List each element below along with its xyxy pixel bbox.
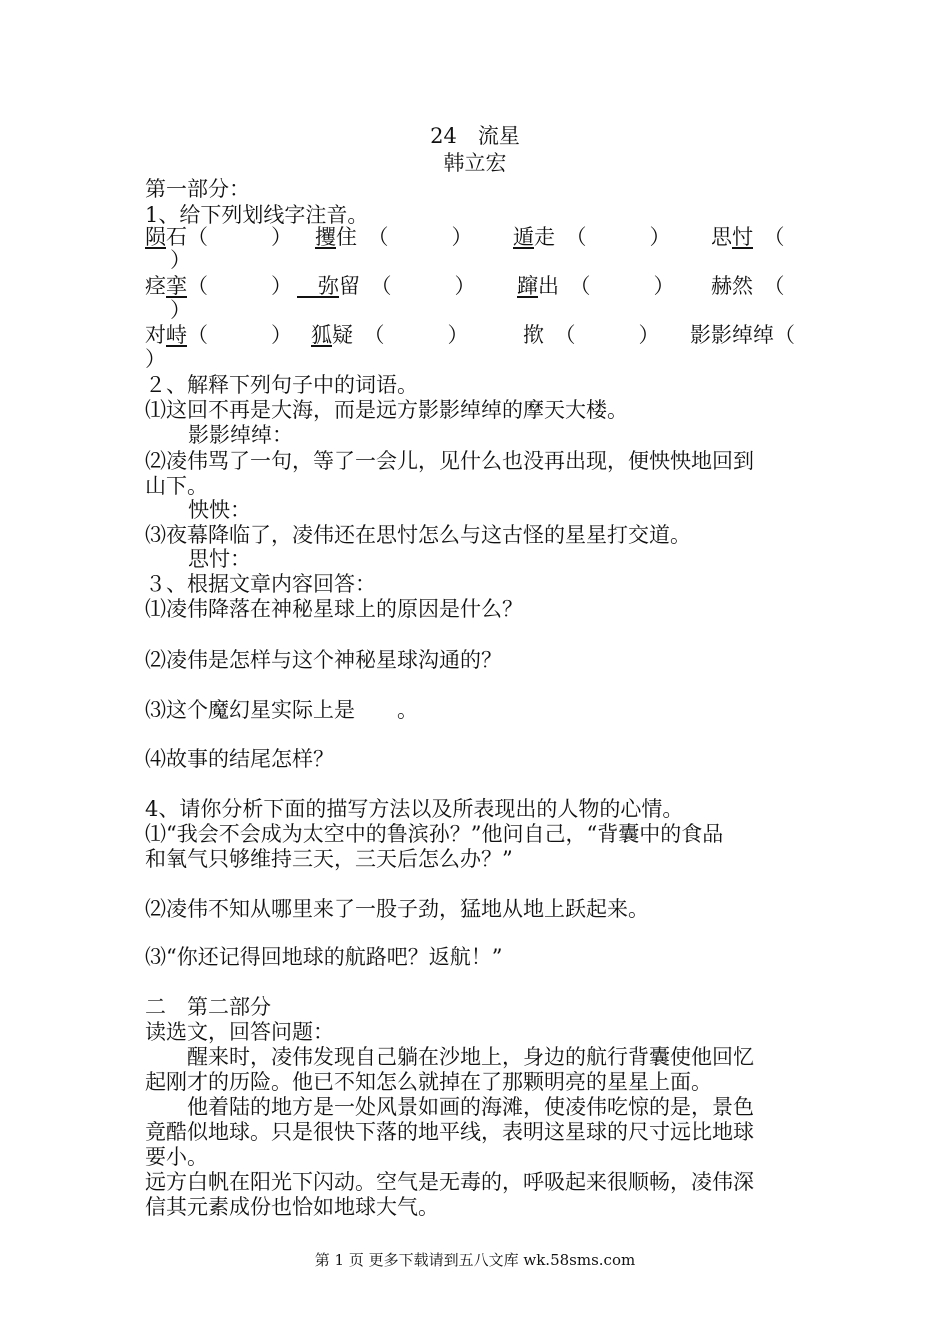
q4-item-3: ⑶“你还记得回地球的航路吧？返航！” — [145, 945, 503, 969]
pinyin-item: 影影绰绰（ — [690, 323, 795, 347]
passage-line: 起刚才的历险。他已不知怎么就掉在了那颗明亮的星星上面。 — [145, 1070, 712, 1094]
underlined-char: 狐 — [311, 323, 332, 347]
q3-item-3: ⑶这个魔幻星实际上是 。 — [145, 698, 418, 722]
document-author: 韩立宏 — [443, 151, 507, 175]
q2-term-3: 思忖： — [188, 547, 251, 571]
passage-line: 竟酷似地球。只是很快下落的地平线，表明这星球的尺寸远比地球 — [145, 1120, 754, 1144]
q4-item-2: ⑵凌伟不知从哪里来了一股子劲，猛地从地上跃起来。 — [145, 897, 649, 921]
pinyin-item — [513, 227, 671, 248]
pinyin-item — [711, 227, 785, 248]
underlined-char: 陨 — [145, 225, 166, 249]
pinyin-row-1 — [145, 227, 805, 251]
q4-item-1: ⑴“我会不会成为太空中的鲁滨孙？”他问自己，“背囊中的食品 — [145, 822, 724, 846]
paren-close: ） — [170, 248, 191, 272]
underlined-char: 峙 — [166, 323, 187, 347]
item-text: 对 — [145, 323, 166, 347]
pinyin-item: 揿 （ ） — [523, 323, 660, 347]
q3-item-4: ⑷故事的结尾怎样？ — [145, 747, 334, 771]
item-text: 石（ ） — [166, 225, 292, 249]
q2-sentence-1: ⑴这回不再是大海，而是远方影影绰绰的摩天大楼。 — [145, 398, 628, 422]
underlined-char: 蹿 — [517, 274, 538, 298]
underlined-char: 弥 — [297, 274, 339, 298]
passage-line: 远方白帆在阳光下闪动。空气是无毒的，呼吸起来很顺畅，凌伟深 — [145, 1170, 754, 1194]
item-text: 留 （ ） — [339, 274, 476, 298]
part2-instruction: 读选文，回答问题： — [145, 1020, 334, 1044]
passage-line: 他着陆的地方是一处风景如画的海滩，使凌伟吃惊的是，景色 — [145, 1095, 754, 1119]
part1-heading: 第一部分： — [145, 177, 250, 201]
q2-sentence-2-cont: 山下。 — [145, 474, 208, 498]
item-text: 出 （ ） — [538, 274, 675, 298]
page-footer: 第 1 页 更多下载请到五八文库 wk.58sms.com — [314, 1251, 636, 1269]
pinyin-item — [311, 325, 469, 346]
q2-sentence-3: ⑶夜幕降临了，凌伟还在思忖怎么与这古怪的星星打交道。 — [145, 523, 691, 547]
underlined-char: 忖 — [732, 225, 753, 249]
paren-close: ） — [170, 298, 191, 322]
item-text: （ ） — [187, 323, 292, 347]
q4-item-1-cont: 和氧气只够维持三天，三天后怎么办？” — [145, 847, 513, 871]
q4-prompt: 4、请你分析下面的描写方法以及所表现出的人物的心情。 — [145, 797, 684, 821]
q2-sentence-2: ⑵凌伟骂了一句，等了一会儿，见什么也没再出现，便怏怏地回到 — [145, 449, 754, 473]
item-text: （ — [753, 225, 785, 249]
document-title: 24 流星 — [430, 124, 520, 148]
part2-heading: 二 第二部分 — [145, 995, 271, 1019]
q3-item-1: ⑴凌伟降落在神秘星球上的原因是什么？ — [145, 597, 523, 621]
q3-prompt: ３、根据文章内容回答： — [145, 572, 376, 596]
item-text: 住 （ ） — [336, 225, 473, 249]
q3-item-2: ⑵凌伟是怎样与这个神秘星球沟通的？ — [145, 648, 502, 672]
pinyin-item — [145, 276, 292, 297]
underlined-char: 挛 — [166, 274, 187, 298]
q2-term-1: 影影绰绰： — [188, 423, 293, 447]
q1-prompt: 1、给下列划线字注音。 — [145, 203, 369, 227]
q2-prompt: ２、解释下列句子中的词语。 — [145, 373, 418, 397]
item-text: 疑 （ ） — [332, 323, 469, 347]
pinyin-item — [145, 325, 292, 346]
pinyin-row-2 — [145, 276, 805, 300]
underlined-char: 攫 — [315, 225, 336, 249]
pinyin-row-3 — [145, 325, 805, 349]
pinyin-item — [297, 276, 476, 297]
underlined-char: 遁 — [513, 225, 534, 249]
pinyin-item — [145, 227, 292, 248]
passage-line: 醒来时，凌伟发现自己躺在沙地上，身边的航行背囊使他回忆 — [145, 1045, 754, 1069]
item-text: （ ） — [187, 274, 292, 298]
passage-line: 信其元素成份也恰如地球大气。 — [145, 1195, 439, 1219]
pinyin-item — [517, 276, 675, 297]
item-text: 思 — [711, 225, 732, 249]
pinyin-item — [315, 227, 473, 248]
q2-term-2: 怏怏： — [188, 498, 251, 522]
paren-close: ） — [145, 347, 166, 371]
item-text: 痉 — [145, 274, 166, 298]
pinyin-item: 赫然 （ — [711, 274, 785, 298]
passage-line: 要小。 — [145, 1145, 208, 1169]
item-text: 走 （ ） — [534, 225, 671, 249]
